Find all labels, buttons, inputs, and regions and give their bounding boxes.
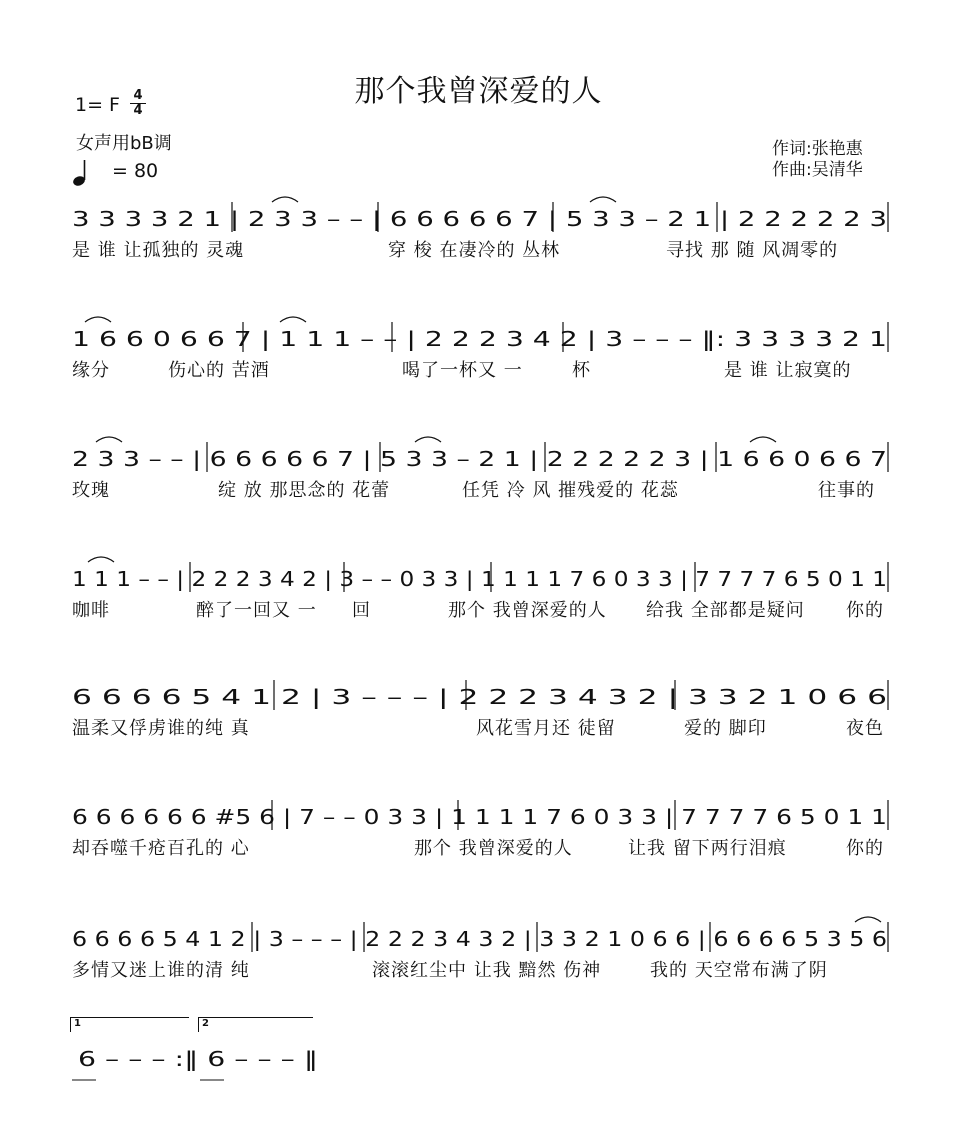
notation-text: 6 6 6 6 6 6 #5 6 | 7 – – 0 3 3 | 1 1 1 1 7 6 0 3 3 | 7 7 7 7 6 5 0 1 1	[72, 805, 887, 829]
lyric-segment: 多情又迷上谁的清 纯	[72, 960, 250, 981]
lyric-segment: 是 谁 让孤独的 灵魂	[72, 240, 245, 261]
song-title: 那个我曾深爱的人	[354, 74, 603, 109]
lyric-segment: 醉了一回又 一	[196, 600, 317, 621]
lyric-segment: 穿 梭 在凄冷的 丛林	[388, 240, 561, 261]
lyric-segment: 爱的 脚印	[684, 718, 767, 739]
notation-text: 3 3 3 3 2 1 | 2 3 3 – – | 6 6 6 6 6 7 | 5 3 3 – 2 1 | 2 2 2 2 2 3	[72, 207, 887, 231]
notation-line-2	[0, 318, 957, 358]
notation-line-5	[0, 676, 957, 716]
lyric-segment: 伤心的 苦酒	[168, 360, 270, 381]
notation-line-6	[0, 796, 957, 836]
notation-text: 1 1 1 – – | 2 2 2 3 4 2 | 3 – – 0 3 3 | 1 1 1 1 7 6 0 3 3 | 7 7 7 7 6 5 0 1 1	[72, 567, 887, 591]
lyric-segment: 那个 我曾深爱的人	[414, 838, 573, 859]
lyricist-credit: 作词:张艳惠	[772, 139, 863, 159]
lyric-segment: 寻找 那 随 风凋零的	[666, 240, 839, 261]
time-signature-top: 4	[133, 88, 143, 103]
lyric-segment: 你的	[846, 838, 884, 859]
lyric-segment: 任凭 冷 风 摧残爱的 花蕊	[462, 480, 679, 501]
lyric-segment: 给我 全部都是疑问	[646, 600, 805, 621]
notation-text: 2 3 3 – – | 6 6 6 6 6 7 | 5 3 3 – 2 1 | 2 2 2 2 2 3 | 1 6 6 0 6 6 7	[72, 447, 887, 471]
volta-number: 1	[74, 1018, 81, 1029]
lyric-segment: 喝了一杯又 一	[402, 360, 523, 381]
tempo-marking: = 80	[112, 160, 159, 182]
lyric-segment: 却吞噬千疮百孔的 心	[72, 838, 250, 859]
lyric-segment: 我的 天空常布满了阴	[650, 960, 828, 981]
lyric-segment: 缘分	[72, 360, 110, 381]
lyric-segment: 温柔又俘虏谁的纯 真	[72, 718, 250, 739]
lyric-segment: 杯	[572, 360, 591, 381]
lyric-segment: 回	[352, 600, 371, 621]
lyric-segment: 滚滚红尘中 让我 黯然 伤神	[372, 960, 602, 981]
notation-text: 6 6 6 6 5 4 1 2 | 3 – – – | 2 2 2 3 4 3 2 | 3 3 2 1 0 6 6 | 6 6 6 6 5 3 5 6	[72, 927, 887, 951]
time-signature-bottom: 4	[133, 103, 143, 118]
volta-number: 2	[202, 1018, 209, 1029]
lyric-segment: 咖啡	[72, 600, 110, 621]
notation-line-7	[0, 918, 957, 958]
lyric-segment: 你的	[846, 600, 884, 621]
quarter-note-icon	[72, 158, 92, 188]
notation-line-1	[0, 198, 957, 238]
lyric-segment: 那个 我曾深爱的人	[448, 600, 607, 621]
lyric-segment: 往事的	[818, 480, 875, 501]
lyric-segment: 夜色	[846, 718, 884, 739]
volta-bracket-2	[198, 1017, 313, 1032]
key-signature: 1= F	[75, 94, 120, 116]
composer-credit: 作曲:吴清华	[772, 160, 863, 180]
volta-bracket-1	[70, 1017, 189, 1032]
lyric-segment: 让我 留下两行泪痕	[628, 838, 787, 859]
female-key-note: 女声用bB调	[76, 133, 172, 154]
lyric-segment: 玫瑰	[72, 480, 110, 501]
notation-line-8	[0, 1038, 957, 1078]
lyric-segment: 是 谁 让寂寞的	[724, 360, 852, 381]
notation-line-4	[0, 558, 957, 598]
notation-text: 6 – – – :‖ 6 – – – ‖	[78, 1047, 318, 1071]
notation-text: 6 6 6 6 5 4 1 2 | 3 – – – | 2 2 2 3 4 3 2 | 3 3 2 1 0 6 6	[72, 685, 887, 709]
notation-text: 1 6 6 0 6 6 7 | 1 1 1 – – | 2 2 2 3 4 2 | 3 – – – ‖: 3 3 3 3 2 1	[72, 327, 888, 351]
lyric-segment: 风花雪月还 徒留	[476, 718, 616, 739]
lyric-segment: 绽 放 那思念的 花蕾	[218, 480, 391, 501]
time-signature	[130, 90, 146, 117]
notation-line-3	[0, 438, 957, 478]
